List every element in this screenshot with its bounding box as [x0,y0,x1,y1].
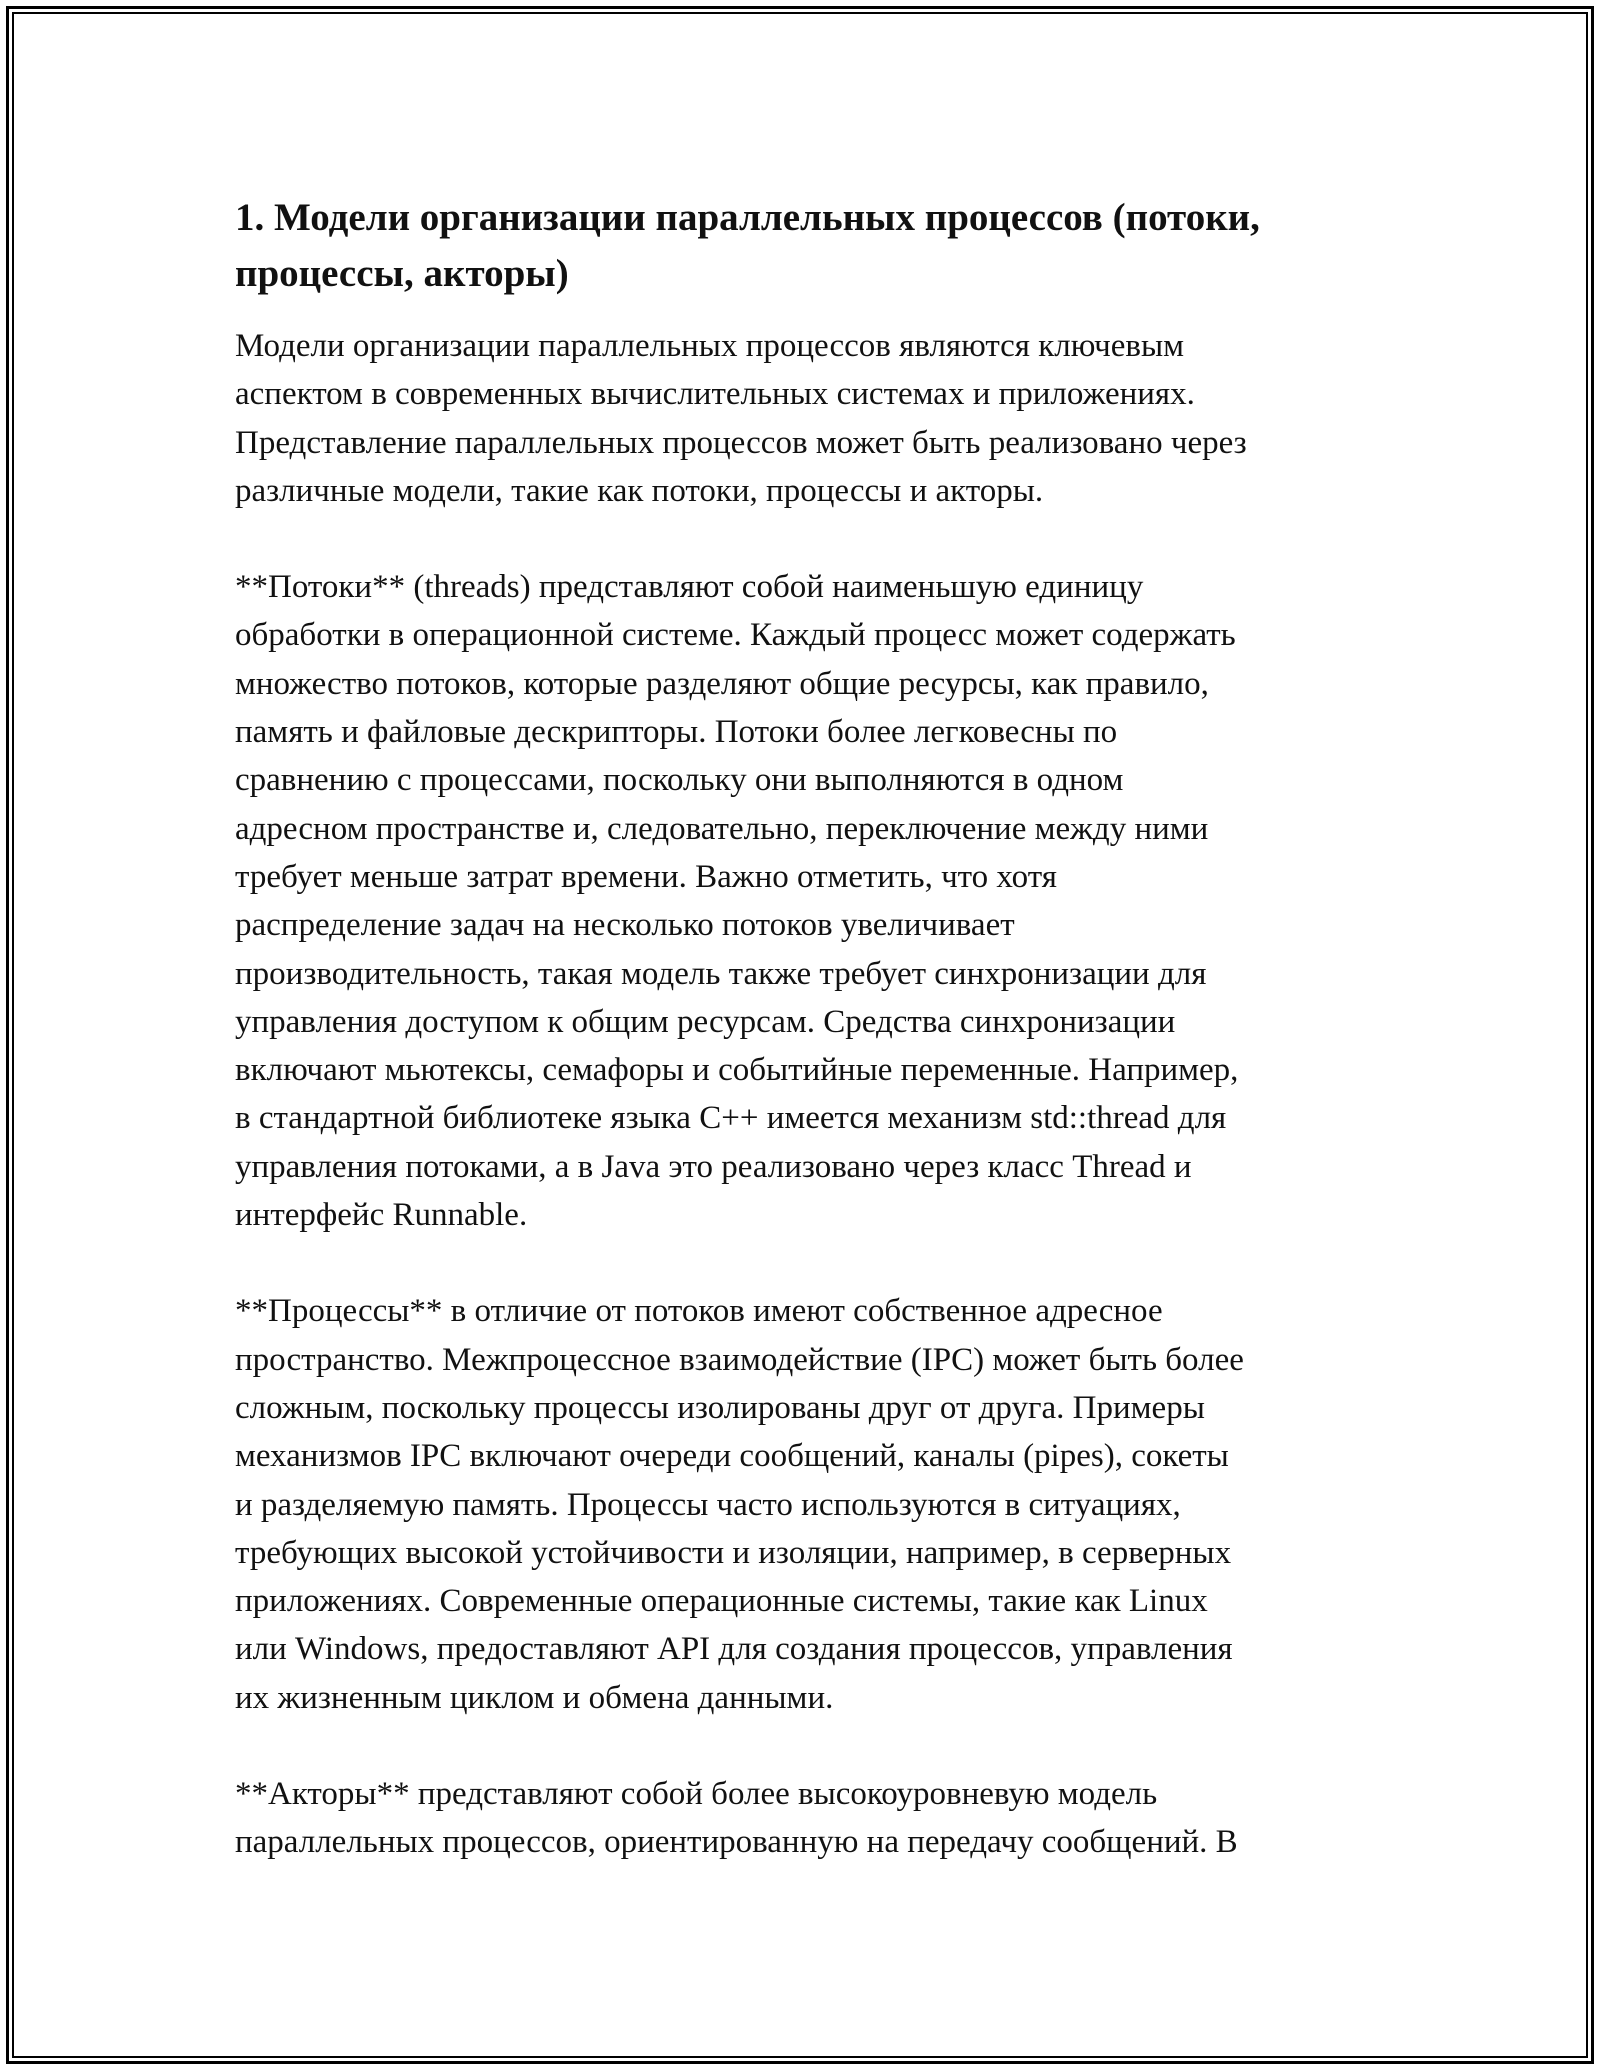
document-body [235,190,1365,1915]
section-heading: 1. Модели организации параллельных процессов (потоки, процессы, акторы) [235,196,1260,295]
paragraph-intro: Модели организации параллельных процессов являются ключевым аспектом в современных вычислительных системах и приложениях. Представление параллельных процессов может быть реализовано через различные модели, такие как потоки, процессы и акторы. [235,328,1247,509]
paragraph-actors: **Акторы** представляют собой более высокоуровневую модель параллельных процессов, ориентированную на передачу сообщений. В [235,1776,1238,1861]
paragraph-processes: **Процессы** в отличие от потоков имеют собственное адресное пространство. Межпроцессное взаимодействие (IPC) может быть более сложным, поскольку процессы изолированы друг от друга. Примеры механизмов IPC включают очереди сообщений, каналы (pipes), сокеты и разделяемую память. Процессы часто используются в ситуациях, требующих высокой устойчивости и изоляции, например, в серверных приложениях. Современные операционные системы, такие как Linux или Windows, предоставляют API для создания процессов, управления их жизненным циклом и обмена данными. [235,1293,1244,1716]
paragraph-threads: **Потоки** (threads) представляют собой наименьшую единицу обработки в операционной системе. Каждый процесс может содержать множество потоков, которые разделяют общие ресурсы, как правило, память и файловые дескрипторы. Потоки более легковесны по сравнению с процессами, поскольку они выполняются в одном адресном пространстве и, следовательно, переключение между ними требует меньше затрат времени. Важно отметить, что хотя распределение задач на несколько потоков увеличивает производительность, такая модель также требует синхронизации для управления доступом к общим ресурсам. Средства синхронизации включают мьютексы, семафоры и событийные переменные. Например, в стандартной библиотеке языка C++ имеется механизм std::thread для управления потоками, а в Java это реализовано через класс Thread и интерфейс Runnable. [235,569,1239,1234]
